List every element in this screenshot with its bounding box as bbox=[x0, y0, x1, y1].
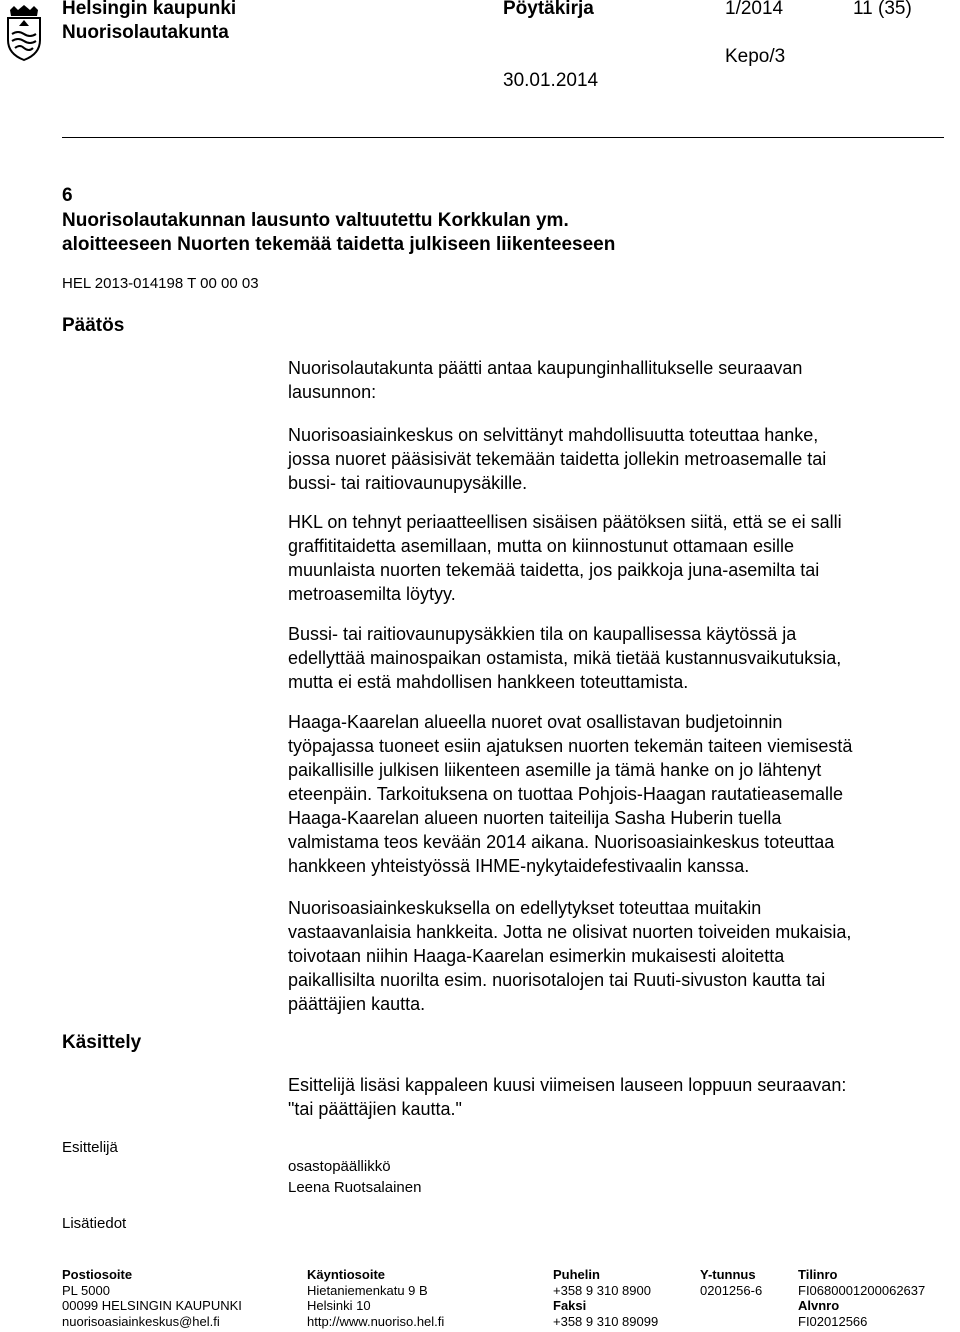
text-line: toivotaan niihin Haaga-Kaarelan esimerkin mukaisesti aloitetta bbox=[288, 946, 785, 966]
handling-heading: Käsittely bbox=[62, 1032, 142, 1053]
footer-line: Hietaniemenkatu 9 B bbox=[307, 1282, 428, 1298]
footer-line: PL 5000 bbox=[62, 1282, 110, 1298]
footer-heading: Faksi bbox=[553, 1298, 587, 1313]
helsinki-crest-logo bbox=[2, 4, 46, 62]
text-line: jossa nuoret pääsisivät tekemään taidetta jollekin metroasemalle tai bbox=[288, 449, 827, 469]
footer-heading: Tilinro bbox=[798, 1267, 838, 1282]
presenter-label: Esittelijä bbox=[62, 1139, 118, 1156]
page-number: 11 (35) bbox=[853, 0, 912, 19]
footer-line: +358 9 310 8900 bbox=[553, 1282, 651, 1298]
text-line: Haaga-Kaarelan alueen nuorten taiteilija Sasha Huberin tuella bbox=[288, 808, 782, 828]
text-line: valmistama teos kevään 2014 aikana. Nuorisoasiainkeskus toteuttaa bbox=[288, 832, 835, 852]
item-title-line-1: Nuorisolautakunnan lausunto valtuutettu Korkkulan ym. bbox=[62, 210, 569, 231]
presenter-name: Leena Ruotsalainen bbox=[288, 1179, 422, 1196]
text-line: Nuorisoasiainkeskuksella on edellytykset toteuttaa muitakin bbox=[288, 898, 762, 918]
footer-visiting-address bbox=[307, 1267, 444, 1329]
paragraph-4 bbox=[288, 622, 948, 694]
item-number: 6 bbox=[62, 185, 73, 206]
text-line: Esittelijä lisäsi kappaleen kuusi viimeisen lauseen loppuun seuraavan: bbox=[288, 1075, 847, 1095]
item-title-line-2: aloitteeseen Nuorten tekemää taidetta julkiseen liikenteeseen bbox=[62, 234, 616, 255]
text-line: paikallisilta nuorilta esim. nuorisotalojen tai Ruuti-sivuston kautta tai bbox=[288, 970, 826, 990]
footer-heading: Puhelin bbox=[553, 1267, 600, 1282]
department-name: Nuorisolautakunta bbox=[62, 22, 229, 43]
footer-line: FI0680001200062637 bbox=[798, 1282, 926, 1298]
footer-line: 0201256-6 bbox=[700, 1282, 763, 1298]
organization-name: Helsingin kaupunki bbox=[62, 0, 237, 19]
text-line: Haaga-Kaarelan alueella nuoret ovat osallistavan budjetoinnin bbox=[288, 712, 783, 732]
footer-line: 00099 HELSINGIN KAUPUNKI bbox=[62, 1298, 242, 1313]
text-line: muunlaista nuorten tekemää taidetta, jos paikkoja juna-asemilta tai bbox=[288, 560, 820, 580]
footer-website-link[interactable]: http://www.nuoriso.hel.fi bbox=[307, 1313, 445, 1329]
text-line: graffititaidetta asemillaan, mutta on kiinnostunut ottamaan esille bbox=[288, 536, 794, 556]
text-line: vastaavanlaisia hankkeita. Jotta ne olisivat nuorten toiveiden mukaisia, bbox=[288, 922, 852, 942]
footer-heading: Alvnro bbox=[798, 1298, 840, 1313]
text-line: mutta ei estä mahdollisen hankkeen toteuttamista. bbox=[288, 672, 689, 692]
paragraph-3 bbox=[288, 510, 948, 606]
text-line: päättäjien kautta. bbox=[288, 994, 426, 1014]
footer-account bbox=[798, 1267, 925, 1329]
text-line: hankkeen yhteistyössä IHME-nykytaidefestivaalin kanssa. bbox=[288, 856, 750, 876]
reference-code: Kepo/3 bbox=[725, 46, 786, 67]
text-line: lausunnon: bbox=[288, 382, 377, 402]
text-line: edellyttää mainospaikan ostamista, mikä tietää kustannusvaikutuksia, bbox=[288, 648, 842, 668]
paragraph-1 bbox=[288, 356, 948, 404]
text-line: "tai päättäjien kautta." bbox=[288, 1099, 462, 1119]
footer-heading: Käyntiosoite bbox=[307, 1267, 386, 1282]
text-line: Bussi- tai raitiovaunupysäkkien tila on kaupallisessa käytössä ja bbox=[288, 624, 797, 644]
text-line: HKL on tehnyt periaatteellisen sisäisen päätöksen siitä, että se ei salli bbox=[288, 512, 842, 532]
footer-line: Helsinki 10 bbox=[307, 1298, 371, 1313]
footer-line: FI02012566 bbox=[798, 1313, 868, 1329]
document-type: Pöytäkirja bbox=[503, 0, 594, 19]
text-line: paikallisille julkisen liikenteen asemille ja tämä hanke on jo lähtenyt bbox=[288, 760, 822, 780]
header-divider bbox=[62, 137, 944, 138]
paragraph-6 bbox=[288, 896, 948, 1016]
text-line: Nuorisolautakunta päätti antaa kaupunginhallitukselle seuraavan bbox=[288, 358, 803, 378]
paragraph-5 bbox=[288, 710, 948, 878]
more-info-label: Lisätiedot bbox=[62, 1215, 127, 1232]
footer-phone bbox=[553, 1267, 658, 1329]
presenter-title: osastopäällikkö bbox=[288, 1158, 391, 1175]
footer-heading: Postiosoite bbox=[62, 1267, 133, 1282]
text-line: Nuorisoasiainkeskus on selvittänyt mahdollisuutta toteuttaa hanke, bbox=[288, 425, 819, 445]
footer-postal-address bbox=[62, 1267, 242, 1329]
diary-number: HEL 2013-014198 T 00 00 03 bbox=[62, 275, 259, 292]
footer-line: +358 9 310 89099 bbox=[553, 1313, 659, 1329]
paragraph-7 bbox=[288, 1073, 948, 1121]
footer-heading: Y-tunnus bbox=[700, 1267, 756, 1282]
issue-number: 1/2014 bbox=[725, 0, 784, 19]
text-line: bussi- tai raitiovaunupysäkille. bbox=[288, 473, 528, 493]
text-line: metroasemilta löytyy. bbox=[288, 584, 456, 604]
meeting-date: 30.01.2014 bbox=[503, 70, 599, 91]
text-line: työpajassa tuoneet esiin ajatuksen nuorten tekemän taiteen viemisestä bbox=[288, 736, 853, 756]
footer-email-link[interactable]: nuorisoasiainkeskus@hel.fi bbox=[62, 1313, 220, 1329]
paragraph-2 bbox=[288, 423, 948, 495]
decision-heading: Päätös bbox=[62, 315, 125, 336]
text-line: eteenpäin. Tarkoituksena on tuottaa Pohjois-Haagan rautatieasemalle bbox=[288, 784, 844, 804]
footer-business-id bbox=[700, 1267, 762, 1298]
